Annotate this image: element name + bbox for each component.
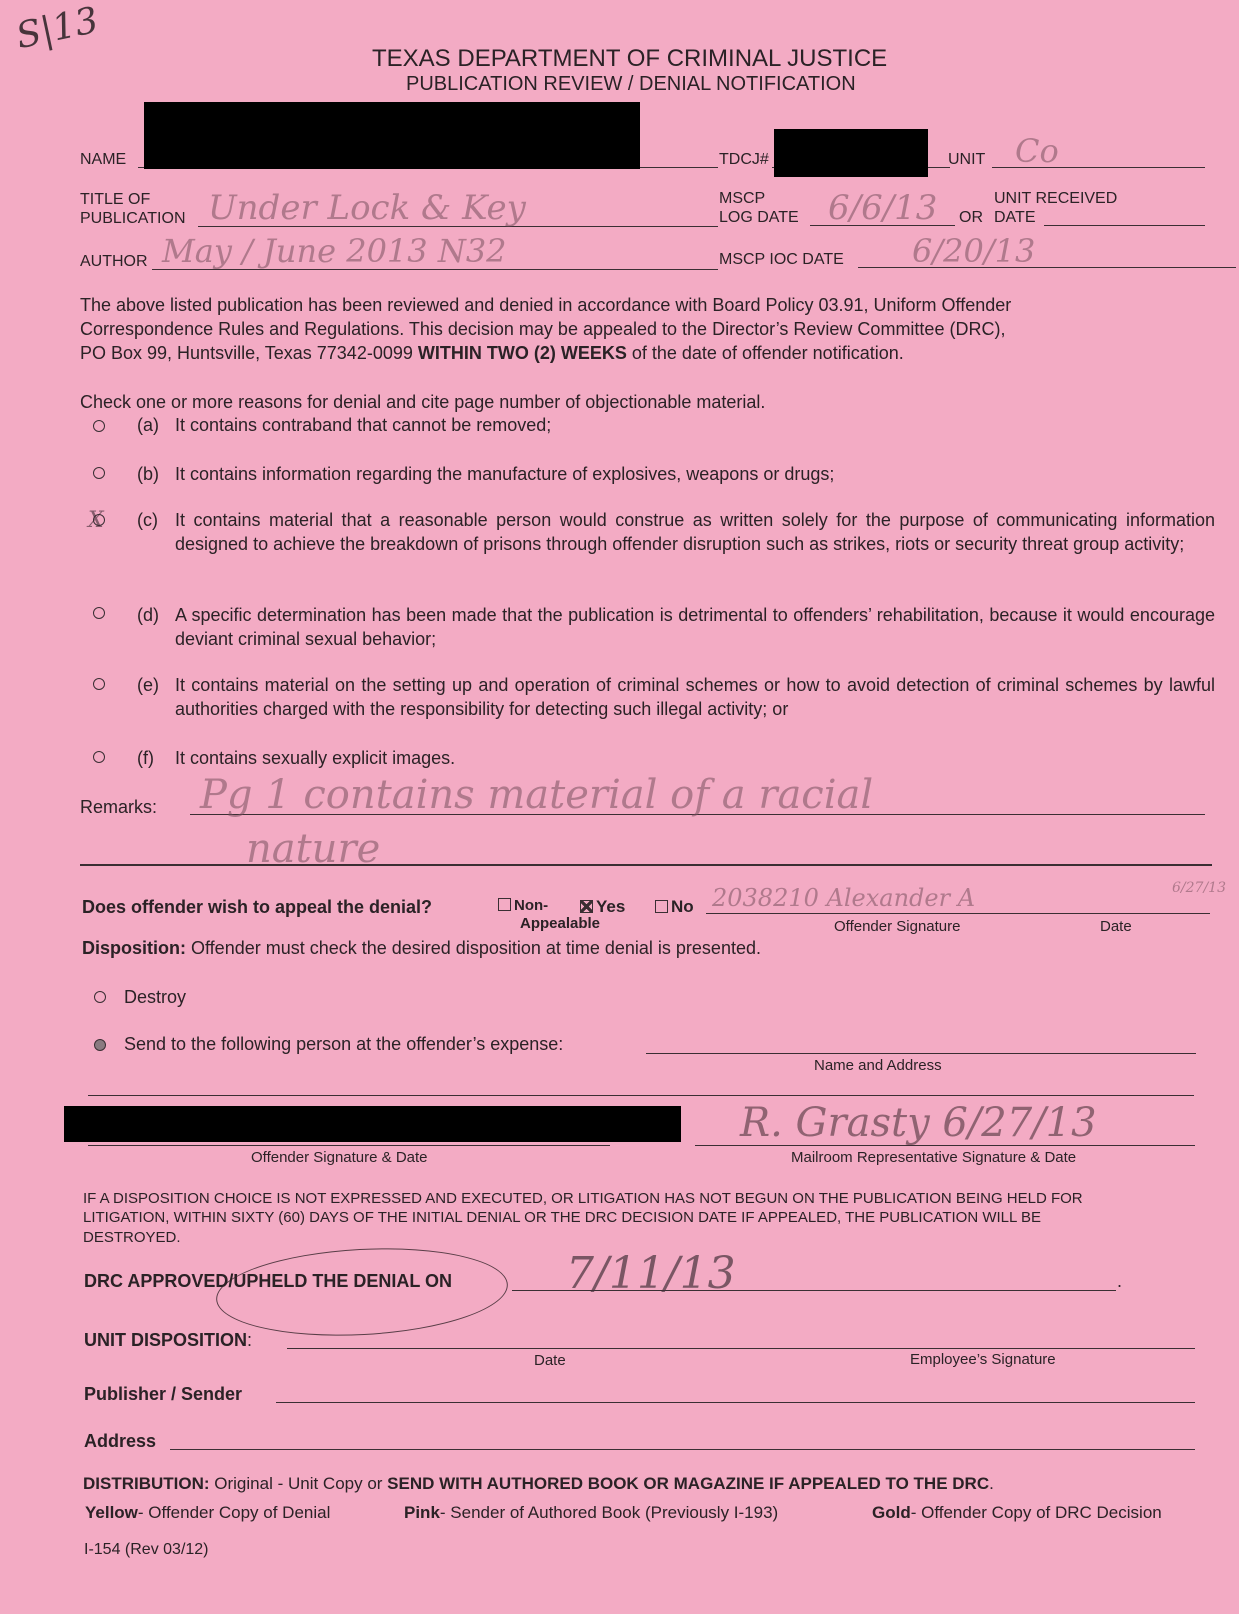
reason-f [137, 747, 1217, 771]
pink-copy [404, 1503, 778, 1523]
tdcj-label: TDCJ# [719, 151, 769, 168]
publisher-field[interactable] [276, 1402, 1195, 1403]
drc-circle-mark [214, 1241, 510, 1342]
appeal-non-appealable[interactable] [498, 897, 548, 914]
send-radio[interactable] [94, 1039, 106, 1051]
reason-b-text: It contains information regarding the manufacture of explosives, weapons or drugs; [175, 464, 835, 484]
reason-b [137, 463, 1217, 487]
distribution-text-a: Original - Unit Copy or [209, 1474, 388, 1493]
distribution-label: DISTRIBUTION: [83, 1474, 210, 1493]
reason-c [137, 509, 1217, 581]
reason-e [137, 674, 1217, 722]
tdcj-redaction [774, 129, 928, 177]
unit-received-label-2: DATE [994, 209, 1036, 226]
no-label: No [671, 897, 694, 916]
reason-d [137, 604, 1217, 652]
address-label: Address [84, 1431, 157, 1451]
remarks-label: Remarks: [80, 797, 158, 817]
disposition-text: Offender must check the desired disposition at time denial is presented. [186, 938, 761, 958]
non-appealable-checkbox[interactable] [498, 898, 511, 911]
warning-line-3: DESTROYED. [83, 1229, 181, 1246]
drc-label: DRC APPROVED/UPHELD THE DENIAL ON [84, 1271, 453, 1291]
unit-label: UNIT [948, 151, 986, 168]
unit-received-date-field[interactable] [1044, 225, 1205, 226]
reason-a [137, 414, 1217, 438]
unit-received-label-1: UNIT RECEIVED [994, 190, 1118, 207]
or-label: OR [959, 209, 983, 226]
form-title: TEXAS DEPARTMENT OF CRIMINAL JUSTICE [372, 45, 888, 72]
reason-d-letter: (d) [137, 605, 159, 625]
reason-b-letter: (b) [137, 464, 159, 484]
mscp-ioc-value: 6/20/13 [912, 232, 1036, 270]
intro-line-1: The above listed publication has been reviewed and denied in accordance with Board Policy 03.91, Uniform Offender [80, 295, 1012, 315]
yes-label: Yes [596, 897, 626, 916]
form-number: I-154 (Rev 03/12) [84, 1541, 209, 1558]
no-checkbox[interactable] [655, 900, 668, 913]
reason-f-radio[interactable] [93, 751, 105, 763]
mscp-label-2: LOG DATE [719, 209, 799, 226]
disposition-line [82, 938, 761, 959]
gold-copy [872, 1503, 1162, 1523]
destroy-label: Destroy [124, 987, 187, 1007]
appeal-no[interactable] [655, 897, 694, 917]
reason-e-text: It contains material on the setting up and operation of criminal schemes or how to avoid detection of criminal schemes by lawful authorities charged with the responsibility for detecting such illegal activity; or [175, 675, 1215, 719]
unit-disposition-field[interactable] [287, 1348, 1195, 1349]
reason-c-text: It contains material that a reasonable person would construe as written solely for the purpose of communicating information designed to achieve the breakdown of prisons through offender disruption such as strikes, riots or security threat group activity; [175, 510, 1215, 554]
intro-line-2: Correspondence Rules and Regulations. This decision may be appealed to the Director’s Review Committee (DRC), [80, 319, 1006, 339]
non-appealable-label-2: Appealable [520, 915, 601, 932]
disposition-label: Disposition: [82, 938, 186, 958]
mailroom-sig-value: R. Grasty 6/27/13 [740, 1100, 1097, 1146]
unit-disposition-colon: : [247, 1330, 253, 1350]
yes-checkbox[interactable] [580, 900, 593, 913]
form-subtitle: PUBLICATION REVIEW / DENIAL NOTIFICATION [406, 73, 856, 95]
destroy-radio[interactable] [94, 991, 106, 1003]
reason-f-letter: (f) [137, 748, 154, 768]
pink-label: Pink [404, 1503, 440, 1522]
appeal-date-value: 6/27/13 [1172, 880, 1226, 896]
gold-text: - Offender Copy of DRC Decision [910, 1503, 1162, 1522]
reason-a-letter: (a) [137, 415, 159, 435]
distribution-text-c: . [989, 1474, 994, 1493]
distribution-line [83, 1474, 994, 1494]
publisher-label: Publisher / Sender [84, 1384, 243, 1404]
gold-label: Gold [872, 1503, 911, 1522]
reason-c-mark: X [88, 508, 104, 533]
reason-d-radio[interactable] [93, 607, 105, 619]
warning-line-1: IF A DISPOSITION CHOICE IS NOT EXPRESSED AND EXECUTED, OR LITIGATION HAS NOT BEGUN ON THE PUBLICATION BEING HELD FOR [83, 1190, 1083, 1207]
reason-a-radio[interactable] [93, 420, 105, 432]
reason-f-text: It contains sexually explicit images. [175, 748, 456, 768]
appeal-question: Does offender wish to appeal the denial? [82, 897, 433, 917]
intro-line-3 [80, 343, 904, 364]
reason-d-text: A specific determination has been made that the publication is detrimental to offenders’ rehabilitation, because it would encourage deviant criminal sexual behavior; [175, 605, 1215, 649]
distribution-text-b: SEND WITH AUTHORED BOOK OR MAGAZINE IF APPEALED TO THE DRC [387, 1474, 990, 1493]
offender-sig-date-field[interactable] [88, 1145, 610, 1146]
unit-disposition-line [84, 1330, 252, 1351]
remarks-value-1: Pg 1 contains material of a racial [200, 772, 874, 818]
title-label-1: TITLE OF [80, 191, 151, 208]
address-field[interactable] [170, 1449, 1195, 1450]
unit-value: Co [1015, 132, 1059, 170]
mscp-label-1: MSCP [719, 190, 766, 207]
offender-sig-date-label: Offender Signature & Date [251, 1149, 428, 1166]
appeal-date-label: Date [1100, 918, 1132, 935]
offender-signature-value: 2038210 Alexander A [712, 884, 976, 912]
yellow-text: - Offender Copy of Denial [137, 1503, 331, 1522]
drc-period: . [1117, 1271, 1123, 1291]
name-address-label: Name and Address [814, 1057, 942, 1074]
mscp-ioc-label: MSCP IOC DATE [719, 251, 844, 268]
yellow-copy [85, 1503, 330, 1523]
reason-a-text: It contains contraband that cannot be removed; [175, 415, 552, 435]
author-label: AUTHOR [80, 253, 148, 270]
check-instruction: Check one or more reasons for denial and cite page number of objectionable material. [80, 392, 766, 412]
reason-b-radio[interactable] [93, 467, 105, 479]
name-label: NAME [80, 151, 127, 168]
drc-date-value: 7/11/13 [566, 1248, 736, 1299]
name-address-field[interactable] [646, 1053, 1196, 1054]
pink-text: - Sender of Authored Book (Previously I-193) [439, 1503, 779, 1522]
offender-sig-redaction [64, 1106, 681, 1142]
title-label-2: PUBLICATION [80, 210, 186, 227]
intro-address: PO Box 99, Huntsville, Texas 77342-0099 [80, 343, 418, 363]
offender-signature-field[interactable] [706, 913, 1210, 914]
intro-deadline: WITHIN TWO (2) WEEKS [417, 343, 627, 363]
send-label: Send to the following person at the offender’s expense: [124, 1034, 564, 1054]
mailroom-sig-label: Mailroom Representative Signature & Date [791, 1149, 1077, 1166]
warning-line-2: LITIGATION, WITHIN SIXTY (60) DAYS OF THE INITIAL DENIAL OR THE DRC DECISION DATE IF APPEALED, THE PUBLICATION WILL BE [83, 1209, 1041, 1226]
reason-e-radio[interactable] [93, 678, 105, 690]
unit-disposition-label: UNIT DISPOSITION [84, 1330, 248, 1350]
reason-c-letter: (c) [137, 510, 158, 530]
offender-signature-label: Offender Signature [834, 918, 961, 935]
appeal-yes[interactable] [580, 897, 625, 917]
mscp-log-date-value: 6/6/13 [828, 188, 938, 228]
employee-signature-label: Employee’s Signature [910, 1351, 1056, 1368]
remarks-value-2: nature [246, 826, 381, 872]
name-address-field-2[interactable] [88, 1095, 1194, 1096]
intro-tail: of the date of offender notification. [626, 343, 904, 363]
reason-e-letter: (e) [137, 675, 159, 695]
non-appealable-label: Non- [514, 897, 549, 914]
page-number-note: S|13 [12, 0, 102, 58]
title-value: Under Lock & Key [208, 188, 526, 228]
name-redaction [144, 102, 640, 169]
author-value: May / June 2013 N32 [162, 232, 507, 270]
unit-disposition-date-label: Date [534, 1352, 566, 1369]
yellow-label: Yellow [85, 1503, 138, 1522]
